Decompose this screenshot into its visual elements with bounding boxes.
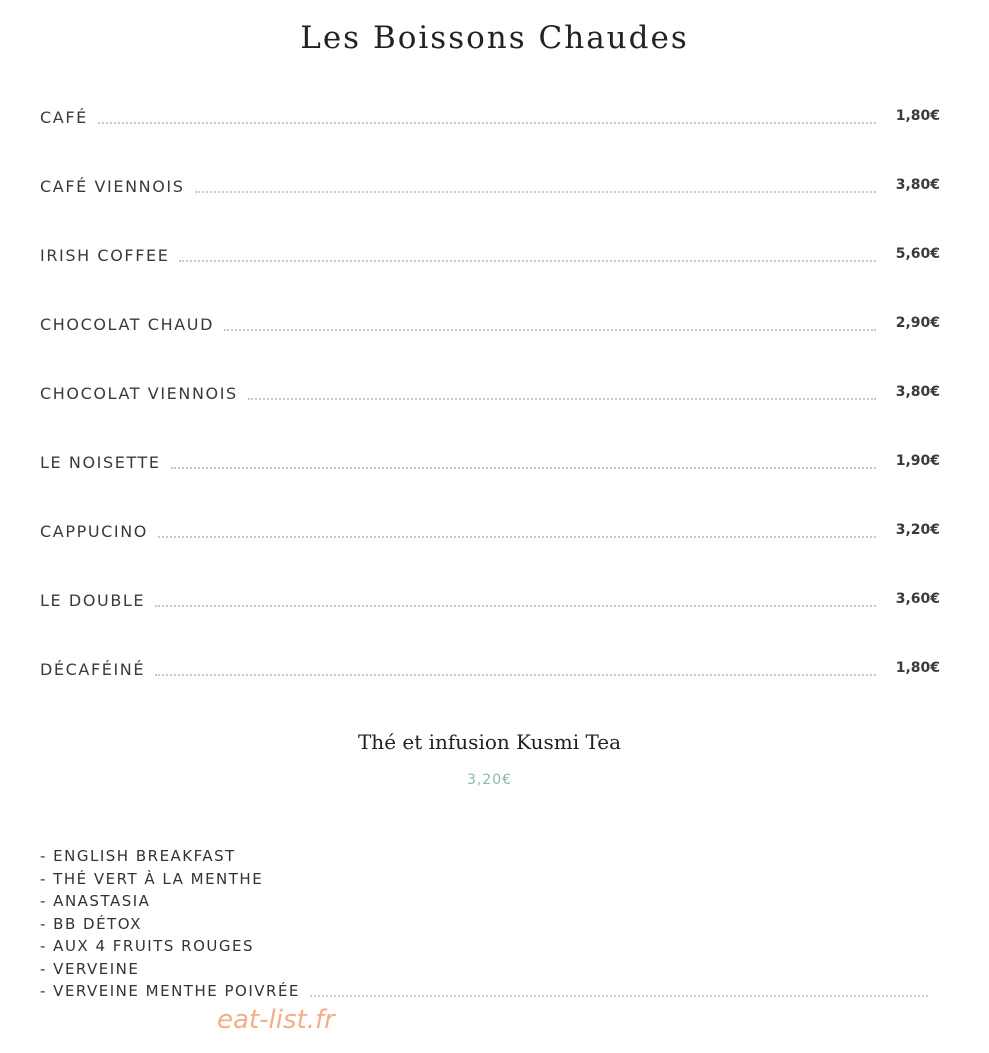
item-price: 5,60€: [895, 246, 940, 262]
dotted-leader: [179, 246, 875, 262]
item-name: LE NOISETTE: [40, 453, 161, 472]
item-name: CHOCOLAT VIENNOIS: [40, 384, 238, 403]
menu-item: [40, 169, 940, 238]
item-name: CHOCOLAT CHAUD: [40, 315, 214, 334]
tea-variety: [40, 913, 928, 936]
menu-item: [40, 445, 940, 514]
dotted-leader: [158, 522, 876, 538]
menu-item: [40, 514, 940, 583]
item-price: 1,80€: [895, 660, 940, 676]
dotted-leader: [310, 980, 928, 997]
menu-item: [40, 583, 940, 652]
item-name: DÉCAFÉINÉ: [40, 660, 146, 679]
item-price: 1,90€: [895, 453, 940, 469]
tea-variety-label: - THÉ VERT À LA MENTHE: [40, 869, 264, 888]
item-name: LE DOUBLE: [40, 591, 146, 610]
tea-variety-label: - ENGLISH BREAKFAST: [40, 847, 236, 865]
tea-section-title: Thé et infusion Kusmi Tea: [357, 730, 622, 754]
item-price: 3,20€: [895, 522, 940, 538]
menu-item: [40, 100, 940, 169]
item-price: 2,90€: [895, 315, 940, 331]
menu-item: [40, 376, 940, 445]
item-price: 3,80€: [895, 177, 940, 193]
dotted-leader: [195, 177, 876, 193]
tea-price: 3,20€: [466, 772, 513, 788]
item-name: IRISH COFFEE: [40, 246, 170, 265]
dotted-leader: [155, 660, 876, 676]
item-price: 3,80€: [895, 384, 940, 400]
item-name: CAFÉ VIENNOIS: [40, 177, 185, 196]
tea-variety: [40, 935, 928, 958]
tea-variety-label: - BB DÉTOX: [40, 914, 142, 933]
menu-item: [40, 652, 940, 721]
dotted-leader: [171, 453, 876, 469]
tea-variety-label: - ANASTASIA: [40, 892, 151, 910]
dotted-leader: [155, 591, 876, 607]
item-price: 1,80€: [895, 108, 940, 124]
dotted-leader: [248, 384, 876, 400]
tea-variety: [40, 845, 928, 868]
tea-variety-label: - VERVEINE: [40, 959, 140, 978]
item-name: CAFÉ: [40, 108, 88, 127]
menu-item: [40, 238, 940, 307]
item-price: 3,60€: [895, 591, 940, 607]
tea-variety: [40, 980, 928, 1003]
tea-variety: [40, 890, 928, 913]
dotted-leader: [98, 108, 876, 124]
watermark: eat-list.fr: [217, 1005, 335, 1035]
tea-variety: [40, 958, 928, 981]
menu-list: [40, 100, 940, 721]
menu-item: [40, 307, 940, 376]
page-title: Les Boissons Chaudes: [300, 20, 689, 56]
tea-variety: [40, 868, 928, 891]
tea-variety-list: [40, 845, 928, 1003]
tea-variety-label: - VERVEINE MENTHE POIVRÉE: [40, 982, 300, 1000]
item-name: CAPPUCINO: [40, 522, 148, 541]
tea-variety-label: - AUX 4 FRUITS ROUGES: [40, 937, 255, 955]
dotted-leader: [224, 315, 876, 331]
